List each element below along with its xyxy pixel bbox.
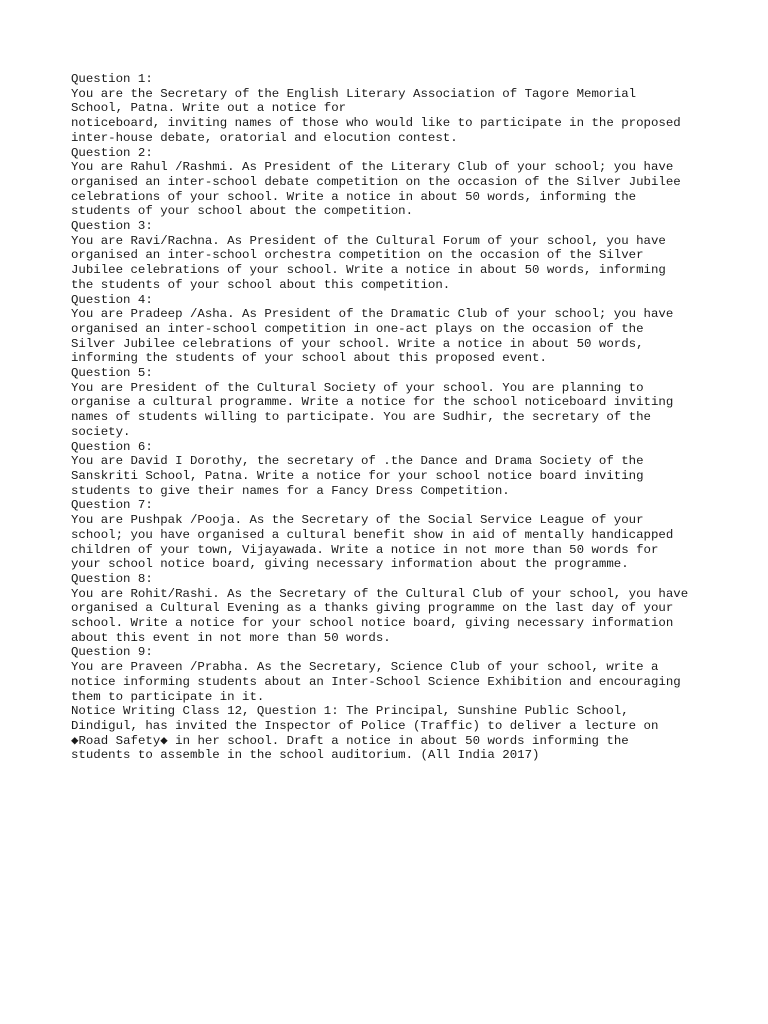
text-line: them to participate in it. [71, 689, 265, 704]
text-line: organise a cultural programme. Write a notice for the school noticeboard inviting [71, 395, 674, 410]
text-line: inter-house debate, oratorial and elocution contest. [71, 130, 458, 145]
text-line: celebrations of your school. Write a notice in about 50 words, informing the [71, 189, 637, 204]
text-line: names of students willing to participate. You are Sudhir, the secretary of the [71, 410, 651, 425]
text-line: your school notice board, giving necessary information about the programme. [71, 557, 629, 572]
text-line: organised an inter-school orchestra competition on the occasion of the Silver [71, 248, 644, 263]
text-line: students of your school about the competition. [71, 204, 414, 219]
text-line: You are Ravi/Rachna. As President of the Cultural Forum of your school, you have [71, 233, 666, 248]
text-line: You are Praveen /Prabha. As the Secretary, Science Club of your school, write a [71, 660, 659, 675]
text-line: the students of your school about this competition. [71, 277, 451, 292]
text-line: organised a Cultural Evening as a thanks giving programme on the last day of your [71, 601, 674, 616]
text-line: School, Patna. Write out a notice for [71, 101, 347, 116]
text-line: children of your town, Vijayawada. Write a notice in not more than 50 words for [71, 542, 659, 557]
text-line: noticeboard, inviting names of those who would like to participate in the proposed [71, 116, 681, 131]
text-line: informing the students of your school about this proposed event. [71, 351, 547, 366]
text-line: society. [71, 424, 131, 439]
text-line: school; you have organised a cultural benefit show in aid of mentally handicapped [71, 527, 674, 542]
text-line: Question 3: [71, 219, 153, 234]
text-line: about this event in not more than 50 words. [71, 630, 391, 645]
text-line: Sanskriti School, Patna. Write a notice for your school notice board inviting [71, 468, 644, 483]
text-line: Question 9: [71, 645, 153, 660]
text-line: Question 4: [71, 292, 153, 307]
text-line: Question 7: [71, 498, 153, 513]
text-line: Jubilee celebrations of your school. Write a notice in about 50 words, informing [71, 263, 666, 278]
text-line: Question 1: [71, 72, 153, 86]
text-line: Dindigul, has invited the Inspector of Police (Traffic) to deliver a lecture on [71, 718, 659, 733]
text-line: Question 2: [71, 145, 153, 160]
text-line: students to give their names for a Fancy Dress Competition. [71, 483, 510, 498]
text-line: school. Write a notice for your school notice board, giving necessary information [71, 616, 674, 631]
text-line: Question 6: [71, 439, 153, 454]
text-line: You are Pushpak /Pooja. As the Secretary of the Social Service League of your [71, 513, 644, 528]
text-line: Silver Jubilee celebrations of your school. Write a notice in about 50 words, [71, 336, 644, 351]
text-line: You are Rohit/Rashi. As the Secretary of the Cultural Club of your school, you have [71, 586, 689, 601]
text-line: Question 5: [71, 366, 153, 381]
text-line: You are David I Dorothy, the secretary of .the Dance and Drama Society of the [71, 454, 644, 469]
text-line: You are President of the Cultural Society of your school. You are planning to [71, 380, 644, 395]
text-line: You are the Secretary of the English Literary Association of Tagore Memorial [71, 86, 637, 101]
text-line: notice informing students about an Inter-School Science Exhibition and encouraging [71, 674, 681, 689]
text-line: organised an inter-school competition in one-act plays on the occasion of the [71, 321, 644, 336]
text-line: students to assemble in the school auditorium. (All India 2017) [71, 748, 540, 763]
text-line: organised an inter-school debate competition on the occasion of the Silver Jubilee [71, 174, 681, 189]
document-body [71, 72, 711, 763]
text-line: ◆Road Safety◆ in her school. Draft a notice in about 50 words informing the [71, 733, 629, 748]
text-line: Question 8: [71, 571, 153, 586]
text-line: Notice Writing Class 12, Question 1: The Principal, Sunshine Public School, [71, 704, 629, 719]
text-line: You are Rahul /Rashmi. As President of the Literary Club of your school; you have [71, 160, 674, 175]
text-line: You are Pradeep /Asha. As President of the Dramatic Club of your school; you have [71, 307, 674, 322]
